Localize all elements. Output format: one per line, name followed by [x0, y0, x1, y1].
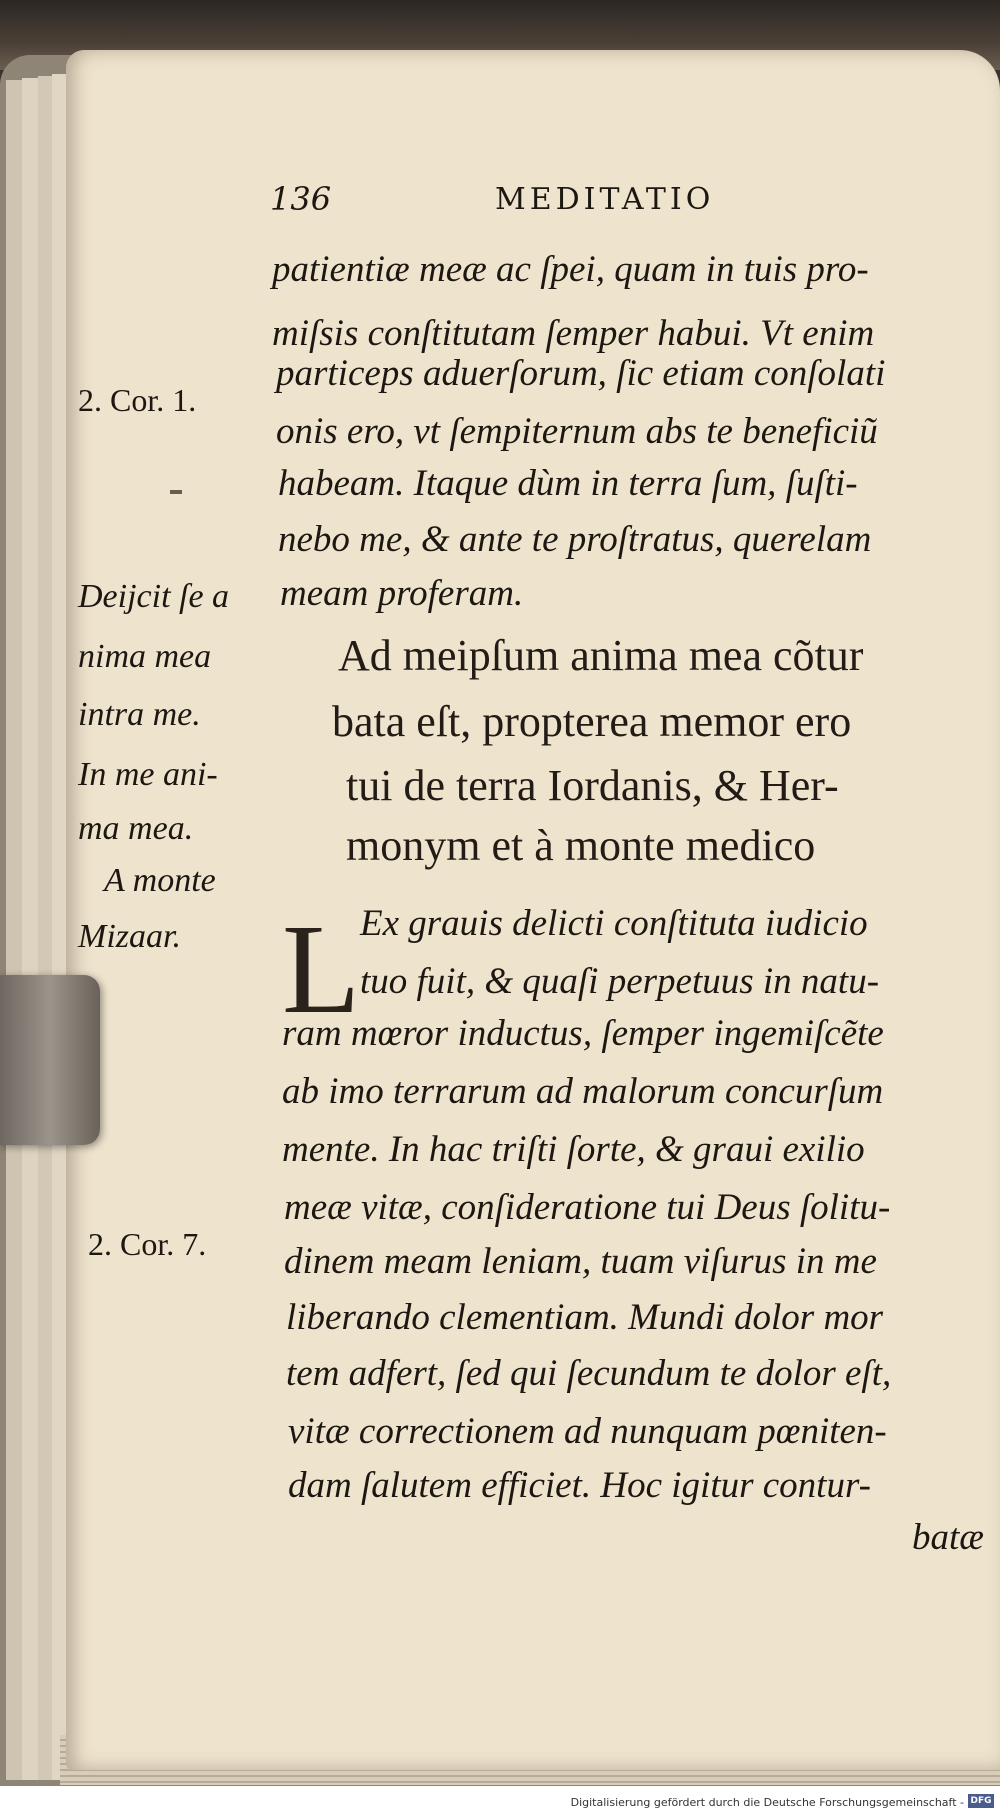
margin-note-line: Mizaar. — [78, 918, 181, 955]
text-line: nebo me, & ante te proſtratus, querelam — [278, 519, 872, 560]
text-line: ram mœror inductus, ſemper ingemiſcẽte — [282, 1013, 884, 1054]
margin-note-line: In me ani- — [78, 756, 218, 793]
drop-cap: L — [282, 898, 361, 1040]
margin-note-line: intra me. — [78, 696, 201, 733]
margin-note-line: A monte — [104, 862, 216, 899]
text-line: habeam. Itaque dùm in terra ſum, ſuſti- — [278, 463, 858, 504]
psalm-line: Ad meipſum anima mea cõtur — [338, 631, 864, 680]
footer-bar — [0, 1786, 1000, 1816]
text-line: miſsis conſtitutam ſemper habui. Vt enim — [272, 313, 875, 354]
psalm-line: bata eſt, propterea memor ero — [332, 697, 852, 746]
text-line: mente. In hac triſti ſorte, & graui exilio — [282, 1129, 865, 1170]
text-line: onis ero, vt ſempiternum abs te beneficiũ — [276, 411, 878, 452]
margin-note-line: Deijcit ſe a — [78, 578, 230, 615]
margin-note-line: nima mea — [78, 638, 212, 675]
margin-reference: 2. Cor. 7. — [88, 1226, 207, 1262]
margin-reference: 2. Cor. 1. — [78, 382, 197, 418]
text-line: tem adfert, ſed qui ſecundum te dolor eſt, — [286, 1353, 892, 1394]
catchword: batæ — [912, 1517, 984, 1558]
text-line: vitæ correctionem ad nunquam pœniten- — [288, 1411, 887, 1452]
text-line: patientiæ meæ ac ſpei, quam in tuis pro- — [272, 249, 869, 290]
text-line: particeps aduerſorum, ſic etiam conſolati — [276, 353, 886, 394]
psalm-line: tui de terra Iordanis, & Her- — [346, 761, 839, 810]
text-line: meam proferam. — [280, 573, 524, 614]
text-line: liberando clementiam. Mundi dolor mor — [286, 1297, 884, 1338]
text-line: dam ſalutem efficiet. Hoc igitur contur- — [288, 1465, 871, 1506]
psalm-line: monym et à monte medico — [346, 821, 816, 870]
page-header — [270, 180, 890, 230]
dfg-logo: DFG — [968, 1794, 994, 1808]
text-line: meæ vitæ, conſideratione tui Deus ſolitu- — [284, 1187, 891, 1228]
text-line: ab imo terrarum ad malorum concurſum — [282, 1071, 884, 1112]
text-line: dinem meam leniam, tuam viſurus in me — [284, 1241, 877, 1282]
text-line: Ex grauis delicti conſtituta iudicio — [360, 903, 868, 944]
page-clip — [0, 975, 100, 1145]
text-line: tuo fuit, & quaſi perpetuus in natu- — [360, 961, 880, 1002]
page-number: 136 — [270, 180, 332, 218]
margin-dash — [170, 490, 182, 494]
margin-note-line: ma mea. — [78, 810, 194, 847]
running-title: MEDITATIO — [495, 182, 715, 217]
footer-credit: Digitalisierung gefördert durch die Deutsche Forschungsgemeinschaft - — [570, 1796, 964, 1809]
